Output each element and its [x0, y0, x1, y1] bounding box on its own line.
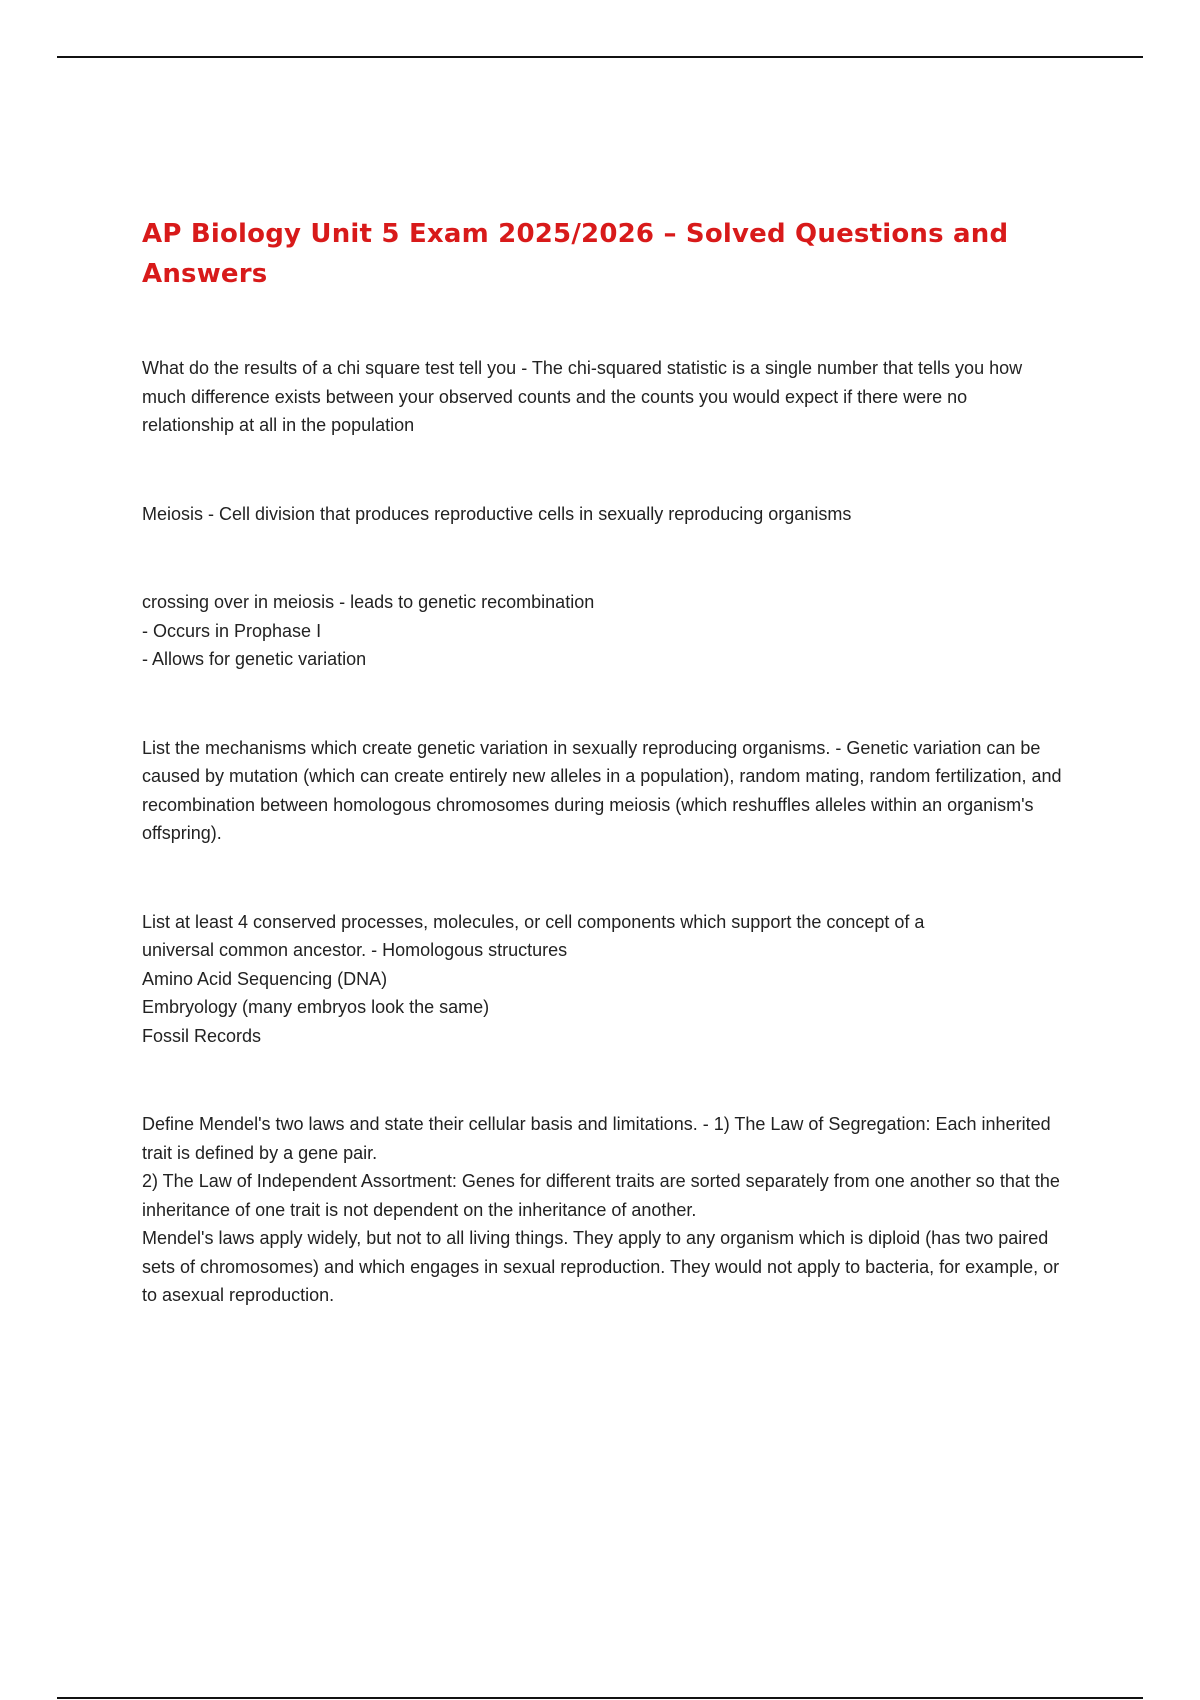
- top-rule: [57, 56, 1143, 58]
- qa-text: Define Mendel's two laws and state their cellular basis and limitations. - 1) The Law of Segregation: Each inherited trait is defined by a gene pair.: [142, 1114, 1051, 1163]
- qa-chi-square: [142, 354, 1062, 440]
- qa-meiosis: [142, 500, 1062, 529]
- qa-genetic-variation: [142, 734, 1062, 848]
- qa-text: Embryology (many embryos look the same): [142, 997, 490, 1017]
- qa-text: Mendel's laws apply widely, but not to all living things. They apply to any organism which is diploid (has two paired sets of chromosomes) and which engages in sexual reproduction. They would not apply to bacteria, for example, or to asexual reproduction.: [142, 1228, 1060, 1305]
- qa-text: - Allows for genetic variation: [142, 649, 367, 669]
- qa-text: universal common ancestor. - Homologous structures: [142, 940, 568, 960]
- qa-text: Amino Acid Sequencing (DNA): [142, 968, 388, 989]
- qa-text: crossing over in meiosis - leads to genetic recombination: [142, 592, 595, 612]
- qa-common-ancestor: [142, 908, 1062, 1051]
- qa-text: What do the results of a chi square test tell you - The chi-squared statistic is a single number that tells you how much difference exists between your observed counts and the counts you would expect if there were no relationship at all in the population: [142, 358, 1023, 435]
- qa-text: Meiosis - Cell division that produces reproductive cells in sexually reproducing organisms: [142, 503, 852, 524]
- bottom-rule: [57, 1697, 1143, 1699]
- qa-text: Fossil Records: [142, 1025, 262, 1046]
- qa-text: - Occurs in Prophase I: [142, 620, 322, 641]
- qa-mendel-laws: [142, 1110, 1062, 1310]
- qa-text: 2) The Law of Independent Assortment: Genes for different traits are sorted separately from one another so that the inheritance of one trait is not dependent on the inheritance of another.: [142, 1171, 1060, 1220]
- qa-text: List at least 4 conserved processes, molecules, or cell components which support the concept of a: [142, 911, 925, 932]
- document-title: AP Biology Unit 5 Exam 2025/2026 – Solved Questions and Answers: [142, 219, 1009, 289]
- qa-crossing-over: [142, 588, 1062, 674]
- qa-text: List the mechanisms which create genetic variation in sexually reproducing organisms. - Genetic variation can be caused by mutation (which can create entirely new alleles in a population), random mating, random fertilization, and recombination between homologous chromosomes during meiosis (which reshuffles alleles within an organism's offspring).: [142, 737, 1062, 843]
- document-body: [142, 214, 1062, 1310]
